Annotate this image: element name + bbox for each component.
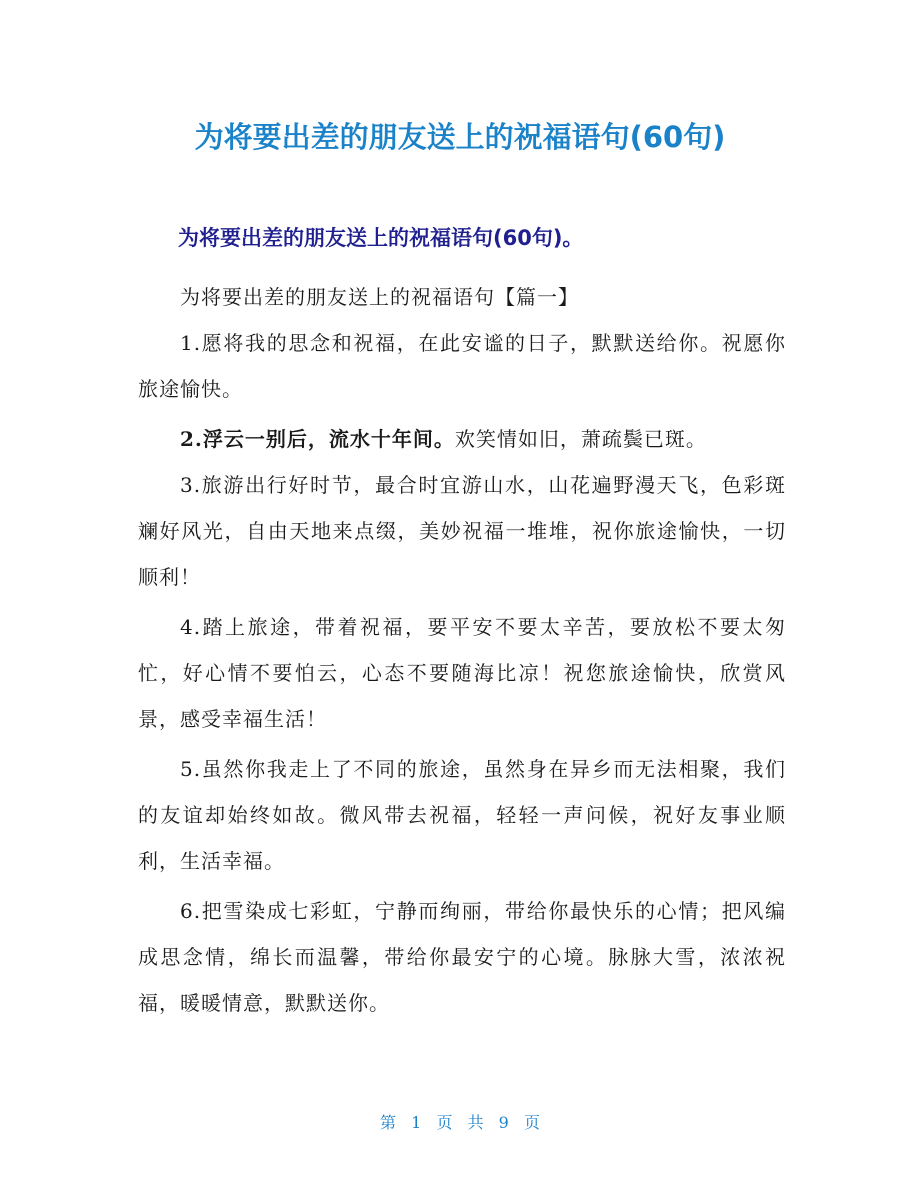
footer-label-page: 第 (380, 1113, 397, 1132)
footer-current-page: 1 (411, 1113, 422, 1132)
list-item (138, 416, 786, 462)
footer-label-total: 共 (467, 1113, 484, 1132)
footer-total-pages: 9 (498, 1113, 509, 1132)
list-item (138, 888, 786, 1026)
footer-label-unit: 页 (436, 1113, 453, 1132)
item-text: 5.虽然你我走上了不同的旅途，虽然身在异乡而无法相聚，我们的友谊却始终如故。微风带去祝福，轻轻一声问候，祝好友事业顺利，生活幸福。 (138, 757, 786, 873)
document-title: 为将要出差的朋友送上的祝福语句(60句) (194, 120, 726, 154)
item-text: 欢笑情如旧，萧疏鬓已斑。 (454, 427, 707, 451)
list-item (138, 320, 786, 412)
item-text: 6.把雪染成七彩虹，宁静而绚丽，带给你最快乐的心情；把风编成思念情，绵长而温馨，带给你最安宁的心境。脉脉大雪，浓浓祝福，暖暖情意，默默送你。 (138, 899, 786, 1015)
footer-label-unit-2: 页 (523, 1113, 540, 1132)
list-item (138, 604, 786, 742)
list-item (138, 746, 786, 884)
document-body (138, 274, 786, 1026)
item-text: 1.愿将我的思念和祝福，在此安谧的日子，默默送给你。祝愿你旅途愉快。 (138, 331, 786, 401)
item-text: 3.旅游出行好时节，最合时宜游山水，山花遍野漫天飞，色彩斑斓好风光，自由天地来点缀，美妙祝福一堆堆，祝你旅途愉快，一切顺利！ (138, 473, 786, 589)
list-item (138, 462, 786, 600)
item-text: 4.踏上旅途，带着祝福，要平安不要太辛苦，要放松不要太匆忙，好心情不要怕云，心态不要随海比凉！祝您旅途愉快，欣赏风景，感受幸福生活！ (138, 615, 786, 731)
page-footer (0, 1110, 920, 1133)
section-heading: 为将要出差的朋友送上的祝福语句【篇一】 (180, 285, 579, 309)
item-bold-lead: 2.浮云一别后，流水十年间。 (180, 427, 455, 451)
document-subtitle: 为将要出差的朋友送上的祝福语句(60句)。 (178, 226, 584, 250)
